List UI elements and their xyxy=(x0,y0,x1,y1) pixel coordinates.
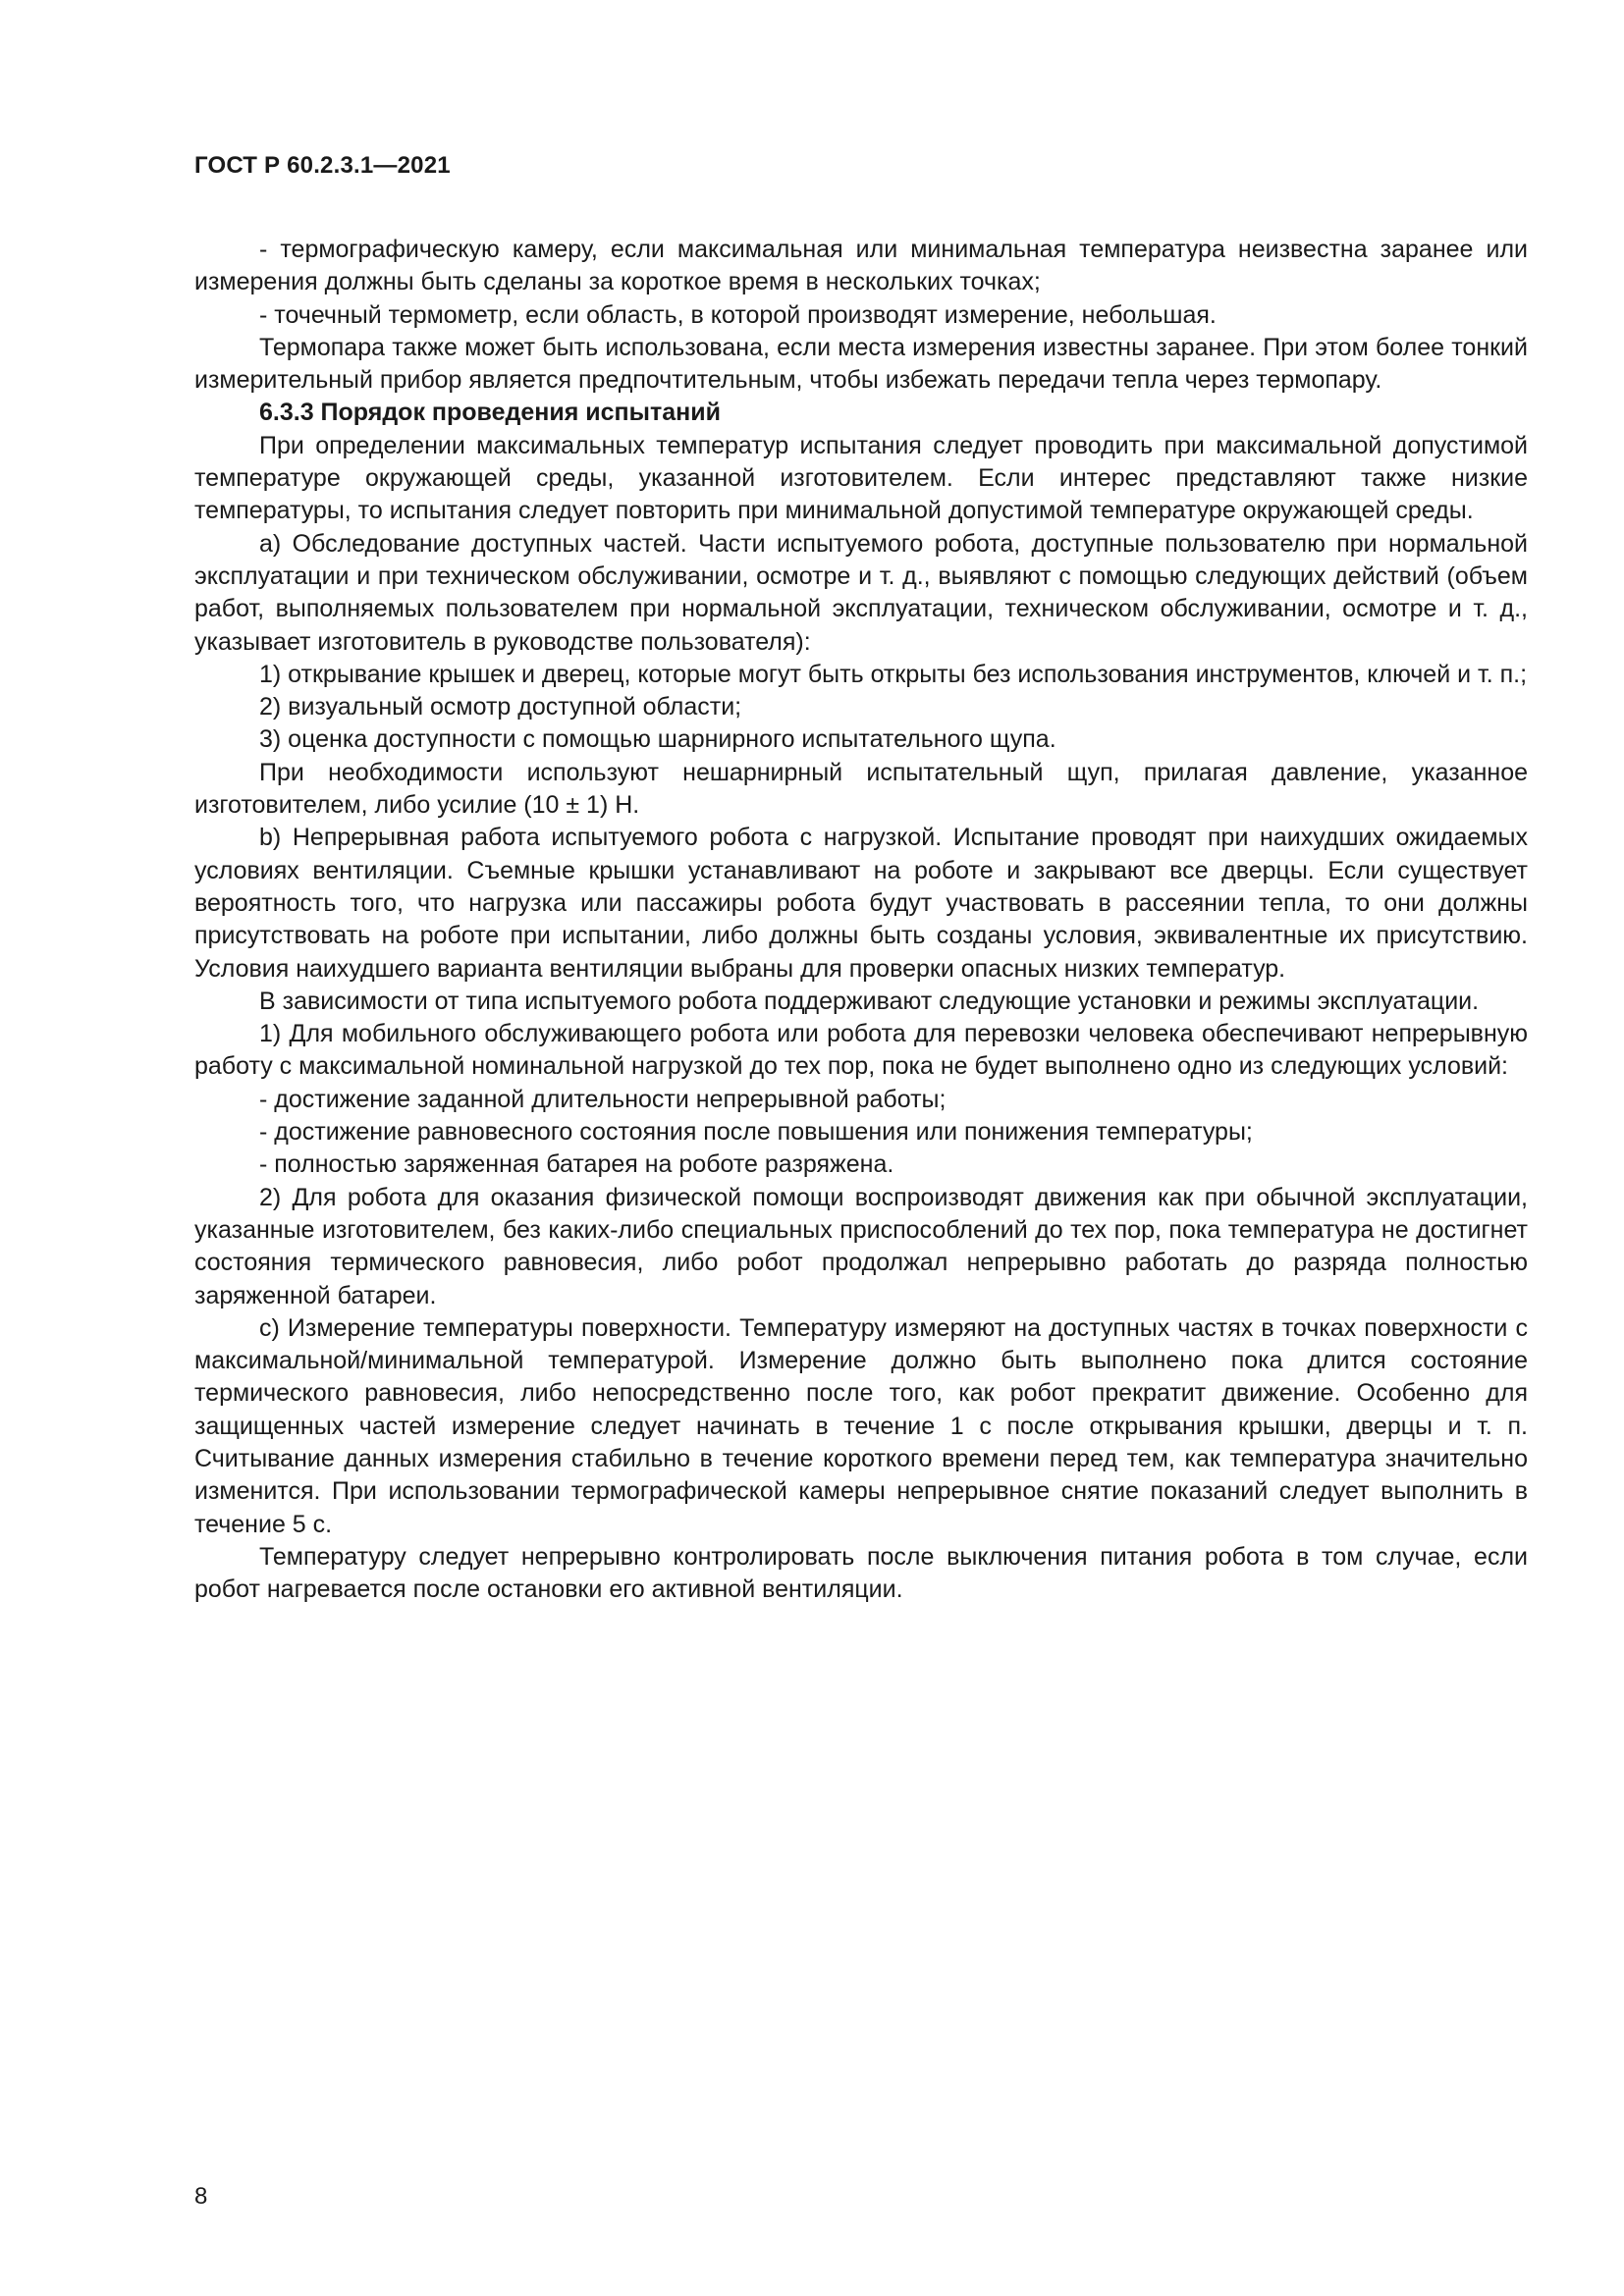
paragraph: 3) оценка доступности с помощью шарнирного испытательного щупа. xyxy=(259,725,1056,754)
paragraph: - полностью заряженная батарея на роботе разряжена. xyxy=(259,1150,894,1179)
paragraph: - точечный термометр, если область, в которой производят измерение, небольшая. xyxy=(259,300,1217,329)
paragraph: 1) Для мобильного обслуживающего робота или робота для перевозки человека обеспечивают непрерывную работу с максимальной номинальной нагрузкой до тех пор, пока не будет выполнено одно из следующих условий: xyxy=(194,1020,1528,1081)
paragraph: - достижение равновесного состояния после повышения или понижения температуры; xyxy=(259,1118,1253,1147)
paragraph: - термографическую камеру, если максимальная или минимальная температура неизвестна заранее или измерения должны быть сделаны за короткое время в нескольких точках; xyxy=(194,236,1528,296)
paragraph: Термопара также может быть использована, если места измерения известны заранее. При этом более тонкий измерительный прибор является предпочтительным, чтобы избежать передачи тепла через термопару. xyxy=(194,333,1528,395)
paragraph: 2) Для робота для оказания физической помощи воспроизводят движения как при обычной эксплуатации, указанные изготовителем, без каких-либо специальных приспособлений до тех пор, пока температура не достигнет состояния термического равновесия, либо робот продолжал непрерывно работать до разряда полностью заряженной батареи. xyxy=(194,1183,1528,1309)
paragraph: 1) открывание крышек и дверец, которые могут быть открыты без использования инструментов, ключей и т. п.; xyxy=(259,660,1528,688)
paragraph: При необходимости используют нешарнирный испытательный щуп, прилагая давление, указанное изготовителем, либо усилие (10 ± 1) Н. xyxy=(194,758,1528,820)
paragraph: При определении максимальных температур испытания следует проводить при максимальной допустимой температуре окружающей среды, указанной изготовителем. Если интерес представляют также низкие температуры, то испытания следует повторить при минимальной допустимой температуре окружающей среды. xyxy=(194,431,1528,525)
document-code: ГОСТ Р 60.2.3.1—2021 xyxy=(194,152,451,179)
paragraph: - достижение заданной длительности непрерывной работы; xyxy=(259,1085,947,1113)
paragraph: c) Измерение температуры поверхности. Температуру измеряют на доступных частях в точках поверхности с максимальной/минимальной температурой. Измерение должно быть выполнено пока длится состояние термического равновесия, либо непосредственно после того, как робот прекратит движение. Особенно для защищенных частей измерение следует начинать в течение 1 с после открывания крышки, дверцы и т. п. Считывание данных измерения стабильно в течение короткого времени перед тем, как температура значительно изменится. При использовании термографической камеры непрерывное снятие показаний следует выполнить в течение 5 с. xyxy=(194,1313,1528,1538)
paragraph: b) Непрерывная работа испытуемого робота с нагрузкой. Испытание проводят при наихудших ожидаемых условиях вентиляции. Съемные крышки устанавливают на роботе и закрывают все дверцы. Если существует вероятность того, что нагрузка или пассажиры робота будут участвовать в рассеянии тепла, то они должны присутствовать на роботе при испытании, либо должны быть созданы условия, эквивалентные их присутствию. Условия наихудшего варианта вентиляции выбраны для проверки опасных низких температур. xyxy=(194,824,1528,983)
document-body xyxy=(194,234,1528,1606)
section-heading: 6.3.3 Порядок проведения испытаний xyxy=(259,399,721,427)
paragraph: 2) визуальный осмотр доступной области; xyxy=(259,693,742,721)
paragraph: Температуру следует непрерывно контролировать после выключения питания робота в том случае, если робот нагревается после остановки его активной вентиляции. xyxy=(194,1542,1528,1604)
paragraph: В зависимости от типа испытуемого робота поддерживают следующие установки и режимы эксплуатации. xyxy=(259,987,1480,1015)
paragraph: a) Обследование доступных частей. Части испытуемого робота, доступные пользователю при нормальной эксплуатации и при техническом обслуживании, осмотре и т. д., выявляют с помощью следующих действий (объем работ, выполняемых пользователем при нормальной эксплуатации, техническом обслуживании, осмотре и т. д., указывает изготовитель в руководстве пользователя): xyxy=(194,529,1528,656)
page-number: 8 xyxy=(194,2183,208,2210)
